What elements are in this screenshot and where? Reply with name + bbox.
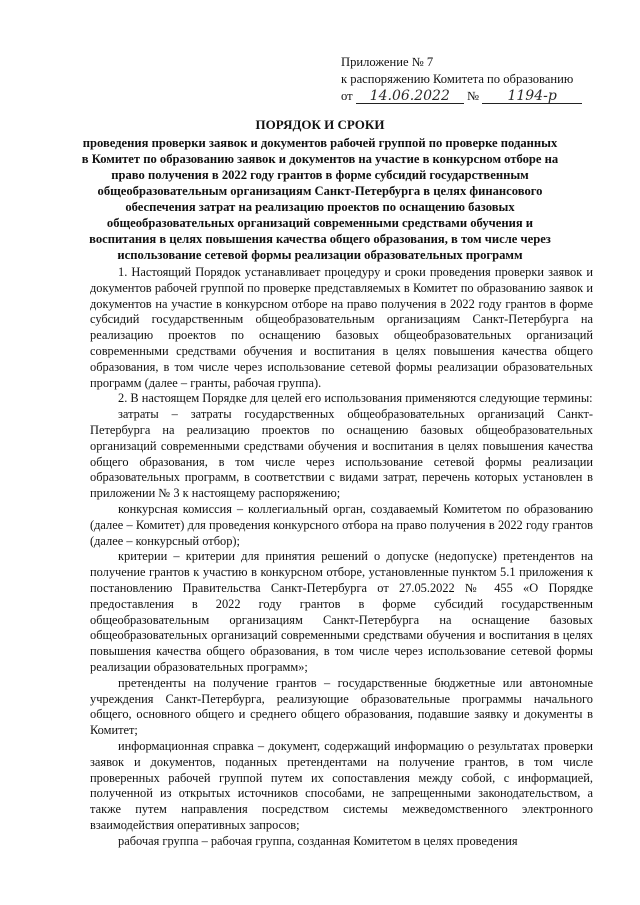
term-criteria: критерии – критерии для принятия решений о допуске (недопуске) претендентов на получение грантов к участию в конкурсном отборе, установленные пунктом 5.1 приложения к постановлению Правительства Санкт-Петербурга от 27.05.2022 № 455 «О Порядке предоставления в 2022 году грантов в форме субсидий государственным общеобразовательным организациям Санкт-Петербурга на оснащение базовых общеобразовательных организаций современными средствами обучения и воспитания в целях повышения качества общего образования, в том числе через использование сетевой формы реализации образовательных программ»; bbox=[90, 549, 593, 674]
document-body bbox=[90, 265, 593, 849]
paragraph-2: 2. В настоящем Порядке для целей его использования применяются следующие термины: bbox=[118, 391, 593, 406]
appendix-block bbox=[341, 54, 631, 105]
term-commission: конкурсная комиссия – коллегиальный орган, создаваемый Комитетом по образованию (далее – Комитет) для проведения конкурсного отбора на право получения в 2022 году грантов (далее – конкурсный отбор); bbox=[90, 501, 593, 548]
number-label: № bbox=[466, 89, 479, 103]
document-title: ПОРЯДОК И СРОКИ bbox=[255, 117, 385, 132]
from-label: от bbox=[341, 89, 353, 103]
appendix-date-line bbox=[341, 88, 631, 105]
appendix-number: Приложение № 7 bbox=[341, 55, 434, 69]
term-expenses: затраты – затраты государственных общеобразовательных организаций Санкт-Петербурга на реализацию проектов по оснащению базовых общеобразовательных организаций современными средствами обучения и воспитания в целях повышения качества общего образования, в том числе через использование сетевой формы реализации образовательных программ, в соответствии с видами затрат, перечень которых установлен в приложении № 3 к настоящему распоряжению; bbox=[90, 407, 593, 501]
term-info-note: информационная справка – документ, содержащий информацию о результатах проверки заявок и документов, поданных претендентами на получение грантов, в том числе проверенных рабочей группой путем их сопоставления между собой, с информацией, полученной из открытых источников способами, не запрещенными законодательством, а также путем направления посредством системы межведомственного электронного взаимодействия оперативных запросов; bbox=[90, 738, 593, 832]
appendix-reference: к распоряжению Комитета по образованию bbox=[341, 72, 574, 86]
term-applicants: претенденты на получение грантов – государственные бюджетные или автономные учреждения Санкт-Петербурга, реализующие образовательные программы начального общего, основного общего и среднего общего образования, подавшие заявку и документы в Комитет; bbox=[90, 675, 593, 738]
handwritten-number: 1194-р bbox=[482, 89, 582, 104]
handwritten-date: 14.06.2022 bbox=[356, 89, 464, 104]
paragraph-1: 1. Настоящий Порядок устанавливает процедуру и сроки проведения проверки заявок и документов рабочей группой по проверке представляемых в Комитет по образованию заявок и документов на участие в конкурсном отборе на право получения в 2022 году грантов в форме субсидий государственным общеобразовательным организациям Санкт-Петербурга на реализацию проектов по оснащению базовых общеобразовательных организаций современными средствами обучения и воспитания в целях повышения качества общего образования, в том числе через использование сетевой формы реализации образовательных программ (далее – гранты, рабочая группа). bbox=[90, 265, 593, 390]
document-subtitle: проведения проверки заявок и документов рабочей группой по проверке поданных в Комитет по образованию заявок и документов на участие в конкурсном отборе на право получения в 2022 году грантов в форме субсидий государственным общеобразовательным организациям Санкт-Петербурга в целях финансового обеспечения затрат на реализацию проектов по оснащению базовых общеобразовательных организаций современными средствами обучения и воспитания в целях повышения качества общего образования, в том числе через использование сетевой формы реализации образовательных программ bbox=[81, 136, 559, 262]
term-working-group: рабочая группа – рабочая группа, созданная Комитетом в целях проведения bbox=[118, 833, 518, 848]
document-heading bbox=[80, 117, 560, 263]
